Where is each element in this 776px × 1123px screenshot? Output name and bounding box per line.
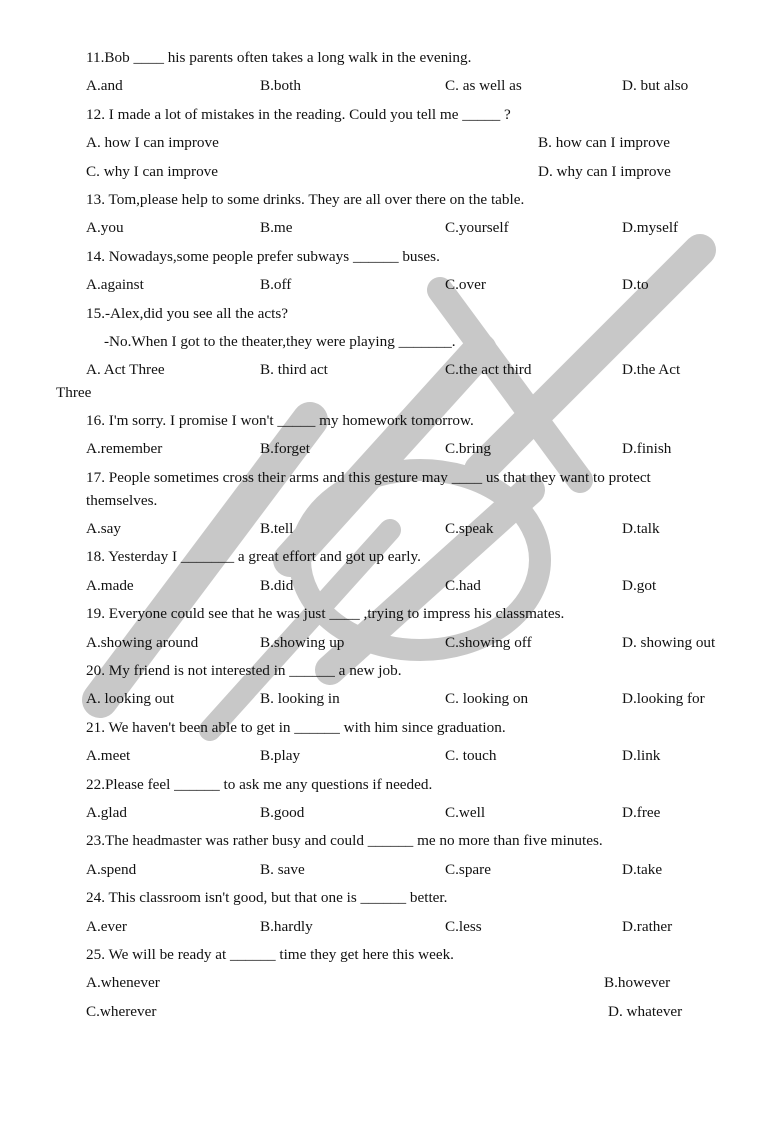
option-b: B.did	[260, 576, 294, 594]
option-d: D. why can I improve	[538, 162, 671, 180]
option-c: C.over	[445, 276, 486, 294]
option-d-continued: Three	[56, 383, 92, 401]
option-b: B. how can I improve	[538, 134, 671, 152]
option-c: C.bring	[445, 440, 491, 458]
option-b: B.play	[260, 747, 301, 765]
option-a: A.meet	[86, 747, 131, 765]
option-c: C. touch	[445, 747, 497, 765]
option-b: B.good	[260, 804, 305, 821]
option-a: A.spend	[86, 860, 137, 878]
option-c: C.wherever	[86, 1002, 157, 1020]
option-d: D. whatever	[608, 1002, 683, 1020]
option-b: B.forget	[260, 440, 310, 458]
option-c: C. why I can improve	[86, 162, 219, 180]
option-b: B.tell	[260, 520, 294, 537]
option-a: A.remember	[86, 440, 163, 458]
option-a: A. Act Three	[86, 361, 165, 379]
option-a: A.made	[86, 576, 134, 594]
option-a: A.say	[86, 520, 122, 537]
option-d: D.looking for	[622, 690, 705, 708]
option-a: A.against	[86, 276, 144, 294]
option-c: C.yourself	[445, 219, 509, 237]
option-b: B.both	[260, 77, 301, 95]
option-b: B.showing up	[260, 633, 345, 651]
option-a: A. how I can improve	[86, 134, 219, 152]
option-d: D.myself	[622, 219, 679, 237]
option-c: C.showing off	[445, 633, 532, 651]
option-c: C. looking on	[445, 690, 529, 708]
option-b: B.off	[260, 276, 292, 294]
option-b: B.me	[260, 219, 293, 237]
option-a: A.showing around	[86, 633, 199, 651]
option-b: B.hardly	[260, 917, 313, 935]
option-c: C.the act third	[445, 361, 532, 379]
question-stem: 19. Everyone could see that he was just ____ ,trying to impress his classmates.	[86, 605, 565, 623]
option-a: A. looking out	[86, 690, 175, 708]
option-a: A.glad	[86, 804, 127, 821]
question-stem: 21. We haven't been able to get in ______ with him since graduation.	[86, 718, 506, 736]
option-a: A.and	[86, 77, 123, 95]
option-c: C.spare	[445, 860, 491, 878]
question-stem: 18. Yesterday I _______ a great effort and got up early.	[86, 548, 421, 566]
option-d: D.rather	[622, 917, 673, 935]
question-stem: 13. Tom,please help to some drinks. They are all over there on the table.	[86, 191, 525, 208]
option-d: D.to	[622, 276, 649, 294]
question-stem: 16. I'm sorry. I promise I won't _____ my homework tomorrow.	[86, 411, 474, 429]
option-d: D. but also	[622, 77, 689, 95]
option-c: C.well	[445, 804, 486, 821]
option-d: D.link	[622, 747, 661, 765]
option-d: D.talk	[622, 520, 660, 537]
option-d: D. showing out	[622, 633, 716, 651]
question-stem: 20. My friend is not interested in ______ a new job.	[86, 662, 402, 679]
question-stem: 11.Bob ____ his parents often takes a long walk in the evening.	[86, 49, 472, 66]
question-stem: 12. I made a lot of mistakes in the reading. Could you tell me _____ ?	[86, 105, 511, 123]
question-stem: 22.Please feel ______ to ask me any questions if needed.	[86, 775, 433, 793]
question-stem: 17. People sometimes cross their arms and this gesture may ____ us that they want to protect	[86, 468, 651, 486]
option-a: A.ever	[86, 917, 127, 935]
option-c: C.speak	[445, 520, 494, 537]
option-c: C. as well as	[445, 77, 522, 95]
question-stem: 23.The headmaster was rather busy and could ______ me no more than five minutes.	[86, 832, 603, 850]
option-d: D.free	[622, 804, 661, 821]
option-c: C.had	[445, 576, 481, 594]
option-a: A.whenever	[86, 974, 160, 992]
question-stem: 14. Nowadays,some people prefer subways ______ buses.	[86, 247, 440, 265]
question-stem: 25. We will be ready at ______ time they get here this week.	[86, 946, 454, 963]
question-stem-continued: -No.When I got to the theater,they were playing _______.	[104, 333, 456, 350]
option-b: B. looking in	[260, 690, 340, 708]
question-stem: 24. This classroom isn't good, but that one is ______ better.	[86, 889, 448, 907]
option-d: D.the Act	[622, 361, 681, 379]
option-d: D.take	[622, 860, 663, 878]
option-d: D.finish	[622, 440, 672, 458]
option-a: A.you	[86, 219, 124, 237]
option-c: C.less	[445, 917, 482, 935]
question-stem-continued: themselves.	[86, 492, 158, 509]
option-b: B.however	[604, 974, 671, 992]
option-d: D.got	[622, 576, 657, 594]
option-b: B. third act	[260, 361, 328, 379]
option-b: B. save	[260, 860, 305, 878]
question-stem: 15.-Alex,did you see all the acts?	[86, 304, 289, 322]
